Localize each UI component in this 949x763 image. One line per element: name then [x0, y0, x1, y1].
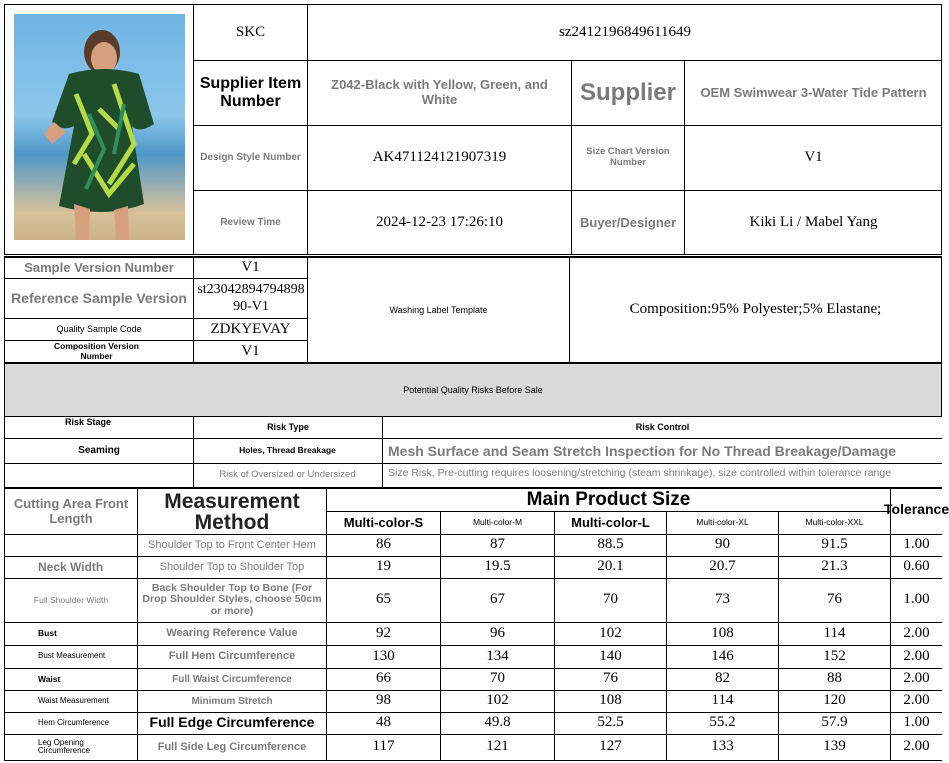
- size-value-cell: 92: [376, 624, 391, 641]
- size-value-cell: 55.2: [709, 714, 736, 731]
- size-value-cell: 20.1: [597, 558, 624, 575]
- size-value-cell: 117: [372, 738, 395, 755]
- tolerance-cell: 1.00: [903, 714, 930, 731]
- measure-method: Wearing Reference Value: [166, 627, 298, 640]
- size-value-cell: 49.8: [484, 714, 511, 731]
- size-value-cell: 82: [715, 670, 730, 687]
- quality-sample-value: ZDKYEVAY: [210, 320, 291, 337]
- size-value-cell: 88: [827, 670, 842, 687]
- measure-method: Shoulder Top to Shoulder Top: [159, 560, 305, 573]
- review-time-label: Review Time: [220, 217, 281, 229]
- skc-value: sz2412196849611649: [559, 23, 691, 40]
- review-time-value: 2024-12-23 17:26:10: [375, 214, 504, 231]
- size-header-s: Multi-color-S: [343, 514, 424, 530]
- size-value-cell: 70: [490, 670, 505, 687]
- tolerance-cell: 1.00: [903, 591, 930, 608]
- tolerance-cell: 2.00: [903, 738, 930, 755]
- risk-control-1: Mesh Surface and Seam Stretch Inspection for No Thread Breakage/Damage: [388, 442, 897, 459]
- risk-stage-2: [5, 464, 193, 487]
- size-value-cell: 108: [599, 692, 622, 709]
- product-photo: [14, 14, 185, 240]
- tolerance-cell: 2.00: [903, 647, 930, 664]
- tolerance-cell: 2.00: [903, 624, 930, 641]
- size-value-cell: 65: [376, 591, 391, 608]
- main-product-size-header: Main Product Size: [526, 489, 691, 511]
- measure-method: Full Hem Circumference: [168, 650, 296, 663]
- method-header: Measurement Method: [164, 489, 300, 534]
- size-value-cell: 52.5: [597, 714, 624, 731]
- reference-sample-value: st2304289479489890-V1: [197, 282, 305, 314]
- size-value-cell: 57.9: [821, 714, 848, 731]
- size-value-cell: 70: [603, 591, 618, 608]
- tolerance-cell: 1.00: [903, 536, 930, 553]
- tolerance-cell: 0.60: [903, 558, 930, 575]
- size-value-cell: 20.7: [709, 558, 736, 575]
- sample-version-label: Sample Version Number: [24, 259, 174, 275]
- measure-part: Waist: [38, 673, 61, 684]
- size-value-cell: 102: [486, 692, 509, 709]
- measure-part: Hem Circumference: [38, 717, 110, 727]
- measure-method: Full Waist Circumference: [172, 673, 292, 685]
- composition-version-label: Composition Version Number: [53, 340, 139, 361]
- size-value-cell: 140: [599, 647, 622, 664]
- size-value-cell: 96: [490, 624, 505, 641]
- size-value-cell: 121: [486, 738, 509, 755]
- measure-part: Neck Width: [38, 559, 104, 574]
- buyer-value: Kiki Li / Mabel Yang: [749, 214, 878, 231]
- part-header: Cutting Area Front Length: [13, 495, 129, 526]
- measure-method: Full Side Leg Circumference: [157, 740, 307, 753]
- design-style-label: Design Style Number: [200, 152, 301, 164]
- model-figure-illustration: [14, 14, 185, 240]
- size-header-l: Multi-color-L: [571, 514, 650, 530]
- size-value-cell: 133: [711, 738, 734, 755]
- size-chart-version-value: V1: [804, 149, 823, 166]
- measure-part: [5, 534, 137, 556]
- buyer-label: Buyer/Designer: [579, 214, 677, 230]
- risk-type-1: Holes, Thread Breakage: [239, 445, 336, 456]
- size-value-cell: 87: [490, 536, 505, 553]
- size-value-cell: 139: [823, 738, 846, 755]
- measure-method: Minimum Stretch: [191, 695, 273, 707]
- composition-version-value: V1: [241, 342, 260, 359]
- size-value-cell: 48: [376, 714, 391, 731]
- size-value-cell: 90: [715, 536, 730, 553]
- measure-part: Waist Measurement: [38, 695, 109, 705]
- size-value-cell: 91.5: [821, 536, 848, 553]
- size-value-cell: 19.5: [484, 558, 511, 575]
- size-value-cell: 114: [711, 692, 734, 709]
- sample-version-value: V1: [241, 259, 260, 276]
- supplier-label: Supplier: [579, 79, 676, 107]
- size-value-cell: 67: [490, 591, 505, 608]
- composition-text: Composition:95% Polyester;5% Elastane;: [629, 301, 882, 318]
- risk-banner: Potential Quality Risks Before Sale: [4, 364, 942, 416]
- size-value-cell: 130: [372, 647, 395, 664]
- size-value-cell: 127: [599, 738, 622, 755]
- risk-type-2: Risk of Oversized or Undersized: [219, 469, 356, 481]
- tolerance-header: Tolerance: [884, 500, 949, 517]
- measure-part: Bust Measurement: [38, 651, 106, 661]
- tolerance-cell: 2.00: [903, 670, 930, 687]
- risk-stage-1: Seaming: [78, 445, 120, 457]
- measure-method: Full Edge Circumference: [149, 714, 315, 731]
- size-header-xl: Multi-color-XL: [696, 517, 749, 528]
- size-chart-version-label: Size Chart Version Number: [586, 146, 670, 168]
- washing-label-template: Washing Label Template: [389, 304, 488, 315]
- size-value-cell: 86: [376, 536, 391, 553]
- measure-part: Leg Opening Circumference: [38, 737, 91, 755]
- risk-control-header: Risk Control: [635, 422, 690, 433]
- risk-type-header: Risk Type: [267, 422, 309, 433]
- size-value-cell: 120: [823, 692, 846, 709]
- supplier-value: OEM Swimwear 3-Water Tide Pattern: [700, 84, 927, 100]
- measure-method: Shoulder Top to Front Center Hem: [148, 538, 316, 551]
- supplier-item-label: Supplier Item Number: [199, 74, 302, 110]
- quality-sample-label: Quality Sample Code: [56, 324, 142, 335]
- size-header-m: Multi-color-M: [472, 517, 523, 528]
- supplier-item-value: Z042-Black with Yellow, Green, and White: [331, 77, 548, 107]
- risk-control-2: Size Risk, Pre-cutting requires loosening/stretching (steam shrinkage), size controlled within tolerance range: [388, 466, 892, 479]
- size-value-cell: 98: [376, 692, 391, 709]
- size-value-cell: 76: [827, 591, 842, 608]
- size-value-cell: 21.3: [821, 558, 848, 575]
- size-value-cell: 102: [599, 624, 622, 641]
- size-value-cell: 73: [715, 591, 730, 608]
- size-value-cell: 134: [486, 647, 509, 664]
- measure-method: Back Shoulder Top to Bone (For Drop Shoulder Styles, choose 50cm or more): [142, 581, 322, 617]
- risk-stage-header: Risk Stage: [64, 416, 112, 427]
- size-value-cell: 76: [603, 670, 618, 687]
- measure-part: Full Shoulder Width: [33, 594, 109, 605]
- size-value-cell: 66: [376, 670, 391, 687]
- measure-part: Bust: [38, 628, 57, 639]
- size-value-cell: 152: [823, 647, 846, 664]
- size-header-xxl: Multi-color-XXL: [805, 517, 864, 528]
- skc-label: SKC: [235, 23, 266, 40]
- size-value-cell: 19: [376, 558, 391, 575]
- size-value-cell: 108: [711, 624, 734, 641]
- reference-sample-label: Reference Sample Version: [11, 290, 187, 307]
- tolerance-cell: 2.00: [903, 692, 930, 709]
- size-value-cell: 88.5: [597, 536, 624, 553]
- size-value-cell: 146: [711, 647, 734, 664]
- design-style-value: AK471124121907319: [372, 149, 507, 166]
- size-value-cell: 114: [823, 624, 846, 641]
